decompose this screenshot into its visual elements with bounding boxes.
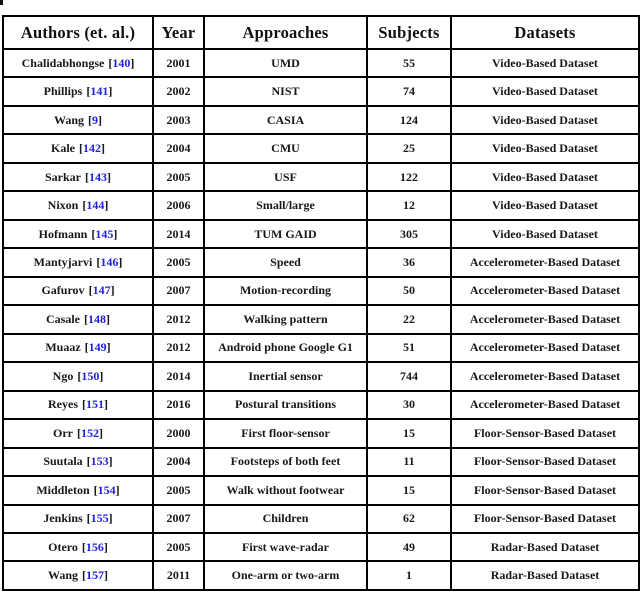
citation-ref-link[interactable]: 156	[85, 539, 104, 554]
citation	[79, 141, 105, 155]
citation-bracket-open: [	[79, 141, 83, 156]
cell-dataset: Accelerometer-Based Dataset	[451, 305, 639, 333]
cell-approach: USF	[204, 163, 367, 191]
cell-subjects: 30	[367, 391, 451, 419]
author-name: Wang	[53, 112, 84, 127]
author-name: Suutala	[43, 454, 83, 469]
citation-ref-link[interactable]: 9	[92, 112, 98, 127]
cell-author	[3, 305, 153, 333]
col-header-approaches: Approaches	[204, 16, 367, 49]
table-row	[3, 391, 639, 419]
cell-subjects: 62	[367, 505, 451, 533]
cell-approach: Motion-recording	[204, 277, 367, 305]
cell-dataset: Accelerometer-Based Dataset	[451, 334, 639, 362]
cell-dataset: Video-Based Dataset	[451, 191, 639, 219]
author-name: Otero	[48, 539, 78, 554]
citation-ref-link[interactable]: 151	[86, 397, 104, 412]
cell-subjects: 1	[367, 561, 451, 590]
cell-subjects: 305	[367, 220, 451, 248]
citation	[85, 170, 111, 184]
cell-dataset: Floor-Sensor-Based Dataset	[451, 505, 639, 533]
citation-bracket-open: [	[85, 169, 89, 184]
citation-bracket-close: ]	[104, 568, 108, 583]
cell-subjects: 744	[367, 362, 451, 390]
cell-year: 2007	[153, 277, 204, 305]
citation	[82, 397, 108, 411]
citation-bracket-open: [	[77, 368, 82, 383]
cell-subjects: 55	[367, 49, 451, 77]
author-name: Hofmann	[38, 226, 88, 241]
cell-author	[3, 220, 153, 248]
table-row	[3, 248, 639, 276]
citation-bracket-close: ]	[130, 55, 135, 70]
cell-author	[3, 391, 153, 419]
citation-bracket-open: [	[96, 255, 101, 270]
cell-year: 2005	[153, 476, 204, 504]
citation-bracket-open: [	[77, 425, 81, 440]
citation-bracket-close: ]	[99, 425, 103, 440]
table-row	[3, 448, 639, 476]
col-header-datasets: Datasets	[451, 16, 639, 49]
table-row	[3, 362, 639, 390]
cell-dataset: Video-Based Dataset	[451, 134, 639, 162]
cell-year: 2016	[153, 391, 204, 419]
citation-bracket-open: [	[82, 198, 87, 213]
citation-bracket-open: [	[86, 84, 91, 99]
citation	[77, 369, 103, 383]
cell-approach: NIST	[204, 77, 367, 105]
author-name: Ngo	[52, 368, 74, 383]
cell-year: 2014	[153, 220, 204, 248]
author-name: Chalidabhongse	[21, 55, 105, 70]
cell-year: 2007	[153, 505, 204, 533]
cell-year: 2004	[153, 448, 204, 476]
cell-author	[3, 134, 153, 162]
cell-subjects: 74	[367, 77, 451, 105]
citation-bracket-open: [	[82, 397, 86, 412]
cell-author	[3, 448, 153, 476]
header-row	[3, 16, 639, 49]
citation-bracket-open: [	[93, 482, 98, 497]
citation-bracket-close: ]	[108, 84, 113, 99]
citation-ref-link[interactable]: 145	[95, 226, 114, 241]
cell-approach: Footsteps of both feet	[204, 448, 367, 476]
cell-approach: First wave-radar	[204, 533, 367, 561]
cell-dataset: Accelerometer-Based Dataset	[451, 391, 639, 419]
cell-dataset: Video-Based Dataset	[451, 77, 639, 105]
citation	[87, 511, 113, 525]
cell-author	[3, 248, 153, 276]
citation	[86, 84, 112, 98]
citation-bracket-open: [	[82, 568, 86, 583]
table-row	[3, 106, 639, 134]
table-row	[3, 134, 639, 162]
citation	[82, 540, 108, 554]
cell-dataset: Video-Based Dataset	[451, 49, 639, 77]
cell-approach: First floor-sensor	[204, 419, 367, 447]
cell-subjects: 25	[367, 134, 451, 162]
citation-bracket-close: ]	[115, 482, 120, 497]
cell-year: 2012	[153, 305, 204, 333]
table-row	[3, 561, 639, 590]
cell-author	[3, 277, 153, 305]
citation	[82, 568, 108, 582]
cell-subjects: 122	[367, 163, 451, 191]
cell-author	[3, 77, 153, 105]
cell-year: 2012	[153, 334, 204, 362]
citation-ref-link[interactable]: 152	[81, 425, 99, 440]
cell-dataset: Radar-Based Dataset	[451, 533, 639, 561]
table-row	[3, 77, 639, 105]
cell-subjects: 15	[367, 419, 451, 447]
author-name: Phillips	[43, 84, 83, 99]
citation-bracket-close: ]	[113, 226, 118, 241]
citation	[89, 283, 115, 297]
cell-approach: TUM GAID	[204, 220, 367, 248]
citation-ref-link[interactable]: 154	[97, 482, 116, 497]
citation-bracket-open: [	[84, 340, 89, 355]
cell-author	[3, 476, 153, 504]
cell-dataset: Floor-Sensor-Based Dataset	[451, 448, 639, 476]
citation-bracket-close: ]	[108, 454, 113, 469]
table-row	[3, 277, 639, 305]
citation-ref-link[interactable]: 148	[88, 311, 106, 326]
cell-author	[3, 362, 153, 390]
cell-approach: Inertial sensor	[204, 362, 367, 390]
cell-year: 2005	[153, 533, 204, 561]
cell-subjects: 11	[367, 448, 451, 476]
col-header-subjects: Subjects	[367, 16, 451, 49]
author-name: Kale	[51, 141, 75, 156]
citation-bracket-close: ]	[107, 169, 111, 184]
citation	[108, 56, 134, 70]
cell-approach: UMD	[204, 49, 367, 77]
cell-subjects: 124	[367, 106, 451, 134]
cell-subjects: 22	[367, 305, 451, 333]
cell-year: 2001	[153, 49, 204, 77]
citation	[82, 198, 108, 212]
cell-approach: CASIA	[204, 106, 367, 134]
cell-dataset: Accelerometer-Based Dataset	[451, 277, 639, 305]
citation-bracket-close: ]	[99, 368, 104, 383]
citation	[87, 454, 113, 468]
cell-author	[3, 505, 153, 533]
cell-year: 2006	[153, 191, 204, 219]
cell-subjects: 51	[367, 334, 451, 362]
citation-bracket-open: [	[108, 55, 113, 70]
author-name: Mantyjarvi	[33, 255, 93, 270]
author-name: Muaaz	[45, 340, 81, 355]
cell-year: 2000	[153, 419, 204, 447]
cell-dataset: Accelerometer-Based Dataset	[451, 248, 639, 276]
col-header-authors: Authors (et. al.)	[3, 16, 153, 49]
cell-approach: Android phone Google G1	[204, 334, 367, 362]
cell-year: 2005	[153, 163, 204, 191]
author-name: Orr	[53, 425, 73, 440]
citation	[88, 113, 102, 127]
citation-bracket-close: ]	[108, 511, 113, 526]
cell-author	[3, 49, 153, 77]
table-row	[3, 163, 639, 191]
cell-author	[3, 191, 153, 219]
citation-bracket-close: ]	[98, 112, 102, 127]
cell-subjects: 49	[367, 533, 451, 561]
author-name: Gafurov	[41, 283, 85, 298]
cell-dataset: Radar-Based Dataset	[451, 561, 639, 590]
col-header-year: Year	[153, 16, 204, 49]
citation-bracket-open: [	[81, 539, 86, 554]
citation-ref-link[interactable]: 157	[86, 568, 104, 583]
citation-bracket-close: ]	[118, 255, 123, 270]
survey-table	[2, 15, 640, 591]
citation	[94, 483, 120, 497]
table-row	[3, 305, 639, 333]
citation-bracket-close: ]	[106, 311, 110, 326]
cell-author	[3, 561, 153, 590]
citation-ref-link[interactable]: 150	[81, 368, 100, 383]
cell-approach: One-arm or two-arm	[204, 561, 367, 590]
cell-approach: Postural transitions	[204, 391, 367, 419]
cell-author	[3, 106, 153, 134]
citation	[96, 255, 122, 269]
author-name: Casale	[46, 311, 80, 326]
citation-ref-link[interactable]: 146	[100, 255, 119, 270]
citation	[84, 312, 110, 326]
cell-dataset: Video-Based Dataset	[451, 106, 639, 134]
cell-year: 2002	[153, 77, 204, 105]
table-header	[3, 16, 639, 49]
citation-bracket-open: [	[91, 226, 96, 241]
citation-ref-link[interactable]: 149	[88, 340, 107, 355]
citation-ref-link[interactable]: 142	[83, 141, 101, 156]
citation	[85, 340, 111, 354]
table-row	[3, 191, 639, 219]
citation-bracket-close: ]	[106, 340, 111, 355]
citation-bracket-open: [	[86, 454, 91, 469]
cell-subjects: 15	[367, 476, 451, 504]
cell-approach: Children	[204, 505, 367, 533]
cell-author	[3, 533, 153, 561]
cell-year: 2011	[153, 561, 204, 590]
crop-artifact-mark	[0, 0, 3, 5]
cell-year: 2003	[153, 106, 204, 134]
cell-author	[3, 334, 153, 362]
cell-author	[3, 163, 153, 191]
table-row	[3, 220, 639, 248]
table-body	[3, 49, 639, 590]
cell-approach: Walk without footwear	[204, 476, 367, 504]
author-name: Sarkar	[45, 169, 81, 184]
citation-ref-link[interactable]: 155	[90, 511, 109, 526]
cell-approach: Walking pattern	[204, 305, 367, 333]
cell-dataset: Floor-Sensor-Based Dataset	[451, 476, 639, 504]
cell-approach: Small/large	[204, 191, 367, 219]
citation-bracket-open: [	[86, 511, 91, 526]
cell-author	[3, 419, 153, 447]
table-row	[3, 49, 639, 77]
citation-bracket-open: [	[88, 283, 93, 298]
table-row	[3, 505, 639, 533]
citation-bracket-close: ]	[103, 539, 108, 554]
table-row	[3, 533, 639, 561]
author-name: Jenkins	[43, 511, 83, 526]
cell-dataset: Accelerometer-Based Dataset	[451, 362, 639, 390]
cell-year: 2005	[153, 248, 204, 276]
citation-bracket-close: ]	[110, 283, 115, 298]
author-name: Wang	[47, 568, 78, 583]
citation-bracket-close: ]	[104, 397, 108, 412]
author-name: Reyes	[48, 397, 78, 412]
citation-ref-link[interactable]: 147	[92, 283, 111, 298]
citation-ref-link[interactable]: 140	[112, 55, 131, 70]
cell-dataset: Video-Based Dataset	[451, 220, 639, 248]
table-row	[3, 419, 639, 447]
citation	[77, 426, 103, 440]
cell-subjects: 50	[367, 277, 451, 305]
citation-ref-link[interactable]: 141	[90, 84, 109, 99]
citation-bracket-close: ]	[101, 141, 105, 156]
cell-year: 2014	[153, 362, 204, 390]
citation-bracket-open: [	[88, 112, 92, 127]
cell-dataset: Floor-Sensor-Based Dataset	[451, 419, 639, 447]
author-name: Nixon	[47, 198, 79, 213]
citation-ref-link[interactable]: 144	[86, 198, 105, 213]
cell-year: 2004	[153, 134, 204, 162]
cell-subjects: 36	[367, 248, 451, 276]
cell-approach: Speed	[204, 248, 367, 276]
citation	[91, 227, 117, 241]
table-row	[3, 476, 639, 504]
citation-ref-link[interactable]: 153	[90, 454, 109, 469]
table-row	[3, 334, 639, 362]
citation-bracket-open: [	[84, 311, 88, 326]
cell-approach: CMU	[204, 134, 367, 162]
cell-subjects: 12	[367, 191, 451, 219]
cell-dataset: Video-Based Dataset	[451, 163, 639, 191]
citation-bracket-close: ]	[104, 198, 109, 213]
citation-ref-link[interactable]: 143	[89, 169, 107, 184]
author-name: Middleton	[36, 482, 90, 497]
